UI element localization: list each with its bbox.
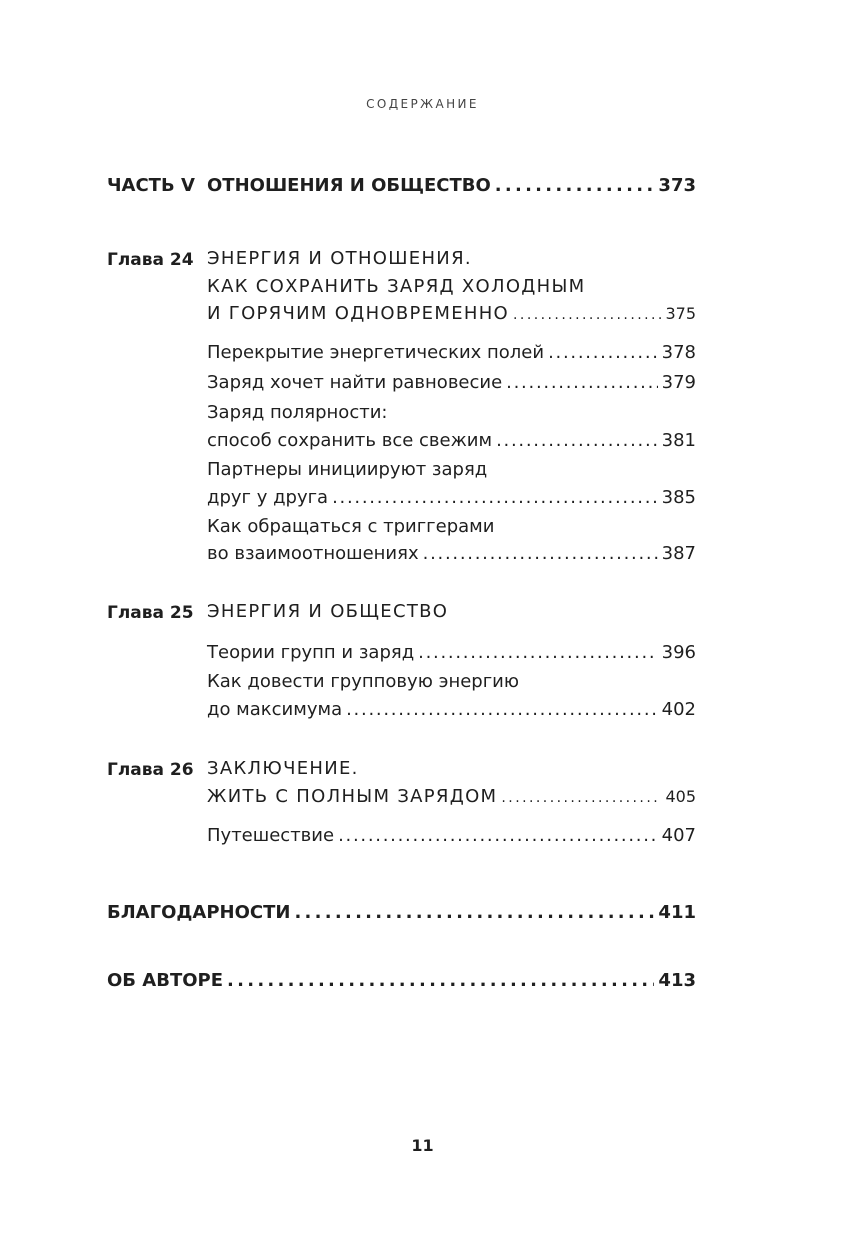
leader-dots <box>506 372 657 393</box>
part-title: ОТНОШЕНИЯ И ОБЩЕСТВО <box>207 175 491 196</box>
chapter-title-line[interactable]: ЭНЕРГИЯ И ОТНОШЕНИЯ. <box>207 248 472 269</box>
section-entry[interactable] <box>207 642 696 663</box>
back-matter-entry[interactable] <box>107 902 696 923</box>
section-page: 407 <box>661 825 696 846</box>
section-title: до максимума <box>207 699 343 720</box>
section-page: 396 <box>661 642 696 663</box>
section-title-line[interactable]: Партнеры инициируют заряд <box>207 459 488 480</box>
running-head: СОДЕРЖАНИЕ <box>366 97 479 111</box>
section-title: Теории групп и заряд <box>207 642 415 663</box>
chapter-label: Глава 25 <box>107 603 194 623</box>
leader-dots <box>513 303 661 324</box>
chapter-title-entry[interactable] <box>207 786 696 807</box>
section-entry[interactable] <box>207 543 696 564</box>
section-entry[interactable] <box>207 487 696 508</box>
chapter-title-line[interactable]: ЗАКЛЮЧЕНИЕ. <box>207 758 359 779</box>
page-number: 11 <box>411 1136 434 1155</box>
leader-dots <box>294 902 654 923</box>
leader-dots <box>418 642 658 663</box>
section-entry[interactable] <box>207 430 696 451</box>
section-page: 378 <box>661 342 696 363</box>
section-title: Путешествие <box>207 825 335 846</box>
leader-dots <box>495 175 655 196</box>
leader-dots <box>338 825 658 846</box>
leader-dots <box>346 699 658 720</box>
chapter-title-line: И ГОРЯЧИМ ОДНОВРЕМЕННО <box>207 303 510 324</box>
leader-dots <box>227 970 654 991</box>
section-title: друг у друга <box>207 487 329 508</box>
section-page: 379 <box>661 372 696 393</box>
chapter-label: Глава 26 <box>107 760 194 780</box>
section-title-line[interactable]: Как довести групповую энергию <box>207 671 520 692</box>
section-title: способ сохранить все свежим <box>207 430 493 451</box>
chapter-title-line: ЖИТЬ С ПОЛНЫМ ЗАРЯДОМ <box>207 786 498 807</box>
back-matter-title: ОБ АВТОРЕ <box>107 970 224 991</box>
section-title: во взаимоотношениях <box>207 543 419 564</box>
chapter-page: 405 <box>665 787 696 806</box>
part-entry[interactable] <box>207 175 696 196</box>
section-page: 385 <box>661 487 696 508</box>
section-entry[interactable] <box>207 825 696 846</box>
section-entry[interactable] <box>207 699 696 720</box>
section-title-line[interactable]: Заряд полярности: <box>207 402 388 423</box>
section-page: 381 <box>661 430 696 451</box>
leader-dots <box>423 543 658 564</box>
leader-dots <box>548 342 658 363</box>
section-title-line[interactable]: Как обращаться с триггерами <box>207 516 495 537</box>
chapter-title-entry[interactable] <box>207 303 696 324</box>
part-label: ЧАСТЬ V <box>107 175 195 196</box>
section-entry[interactable] <box>207 372 696 393</box>
back-matter-entry[interactable] <box>107 970 696 991</box>
section-title: Перекрытие энергетических полей <box>207 342 545 363</box>
chapter-title-line[interactable]: КАК СОХРАНИТЬ ЗАРЯД ХОЛОДНЫМ <box>207 276 586 297</box>
leader-dots <box>501 786 661 807</box>
back-matter-title: БЛАГОДАРНОСТИ <box>107 902 291 923</box>
part-page: 373 <box>658 175 696 196</box>
back-matter-page: 413 <box>658 970 696 991</box>
section-page: 387 <box>661 543 696 564</box>
back-matter-page: 411 <box>658 902 696 923</box>
leader-dots <box>332 487 658 508</box>
chapter-label: Глава 24 <box>107 250 194 270</box>
chapter-title-line[interactable]: ЭНЕРГИЯ И ОБЩЕСТВО <box>207 601 449 622</box>
chapter-page: 375 <box>665 304 696 323</box>
leader-dots <box>496 430 658 451</box>
section-entry[interactable] <box>207 342 696 363</box>
section-title: Заряд хочет найти равновесие <box>207 372 503 393</box>
section-page: 402 <box>661 699 696 720</box>
